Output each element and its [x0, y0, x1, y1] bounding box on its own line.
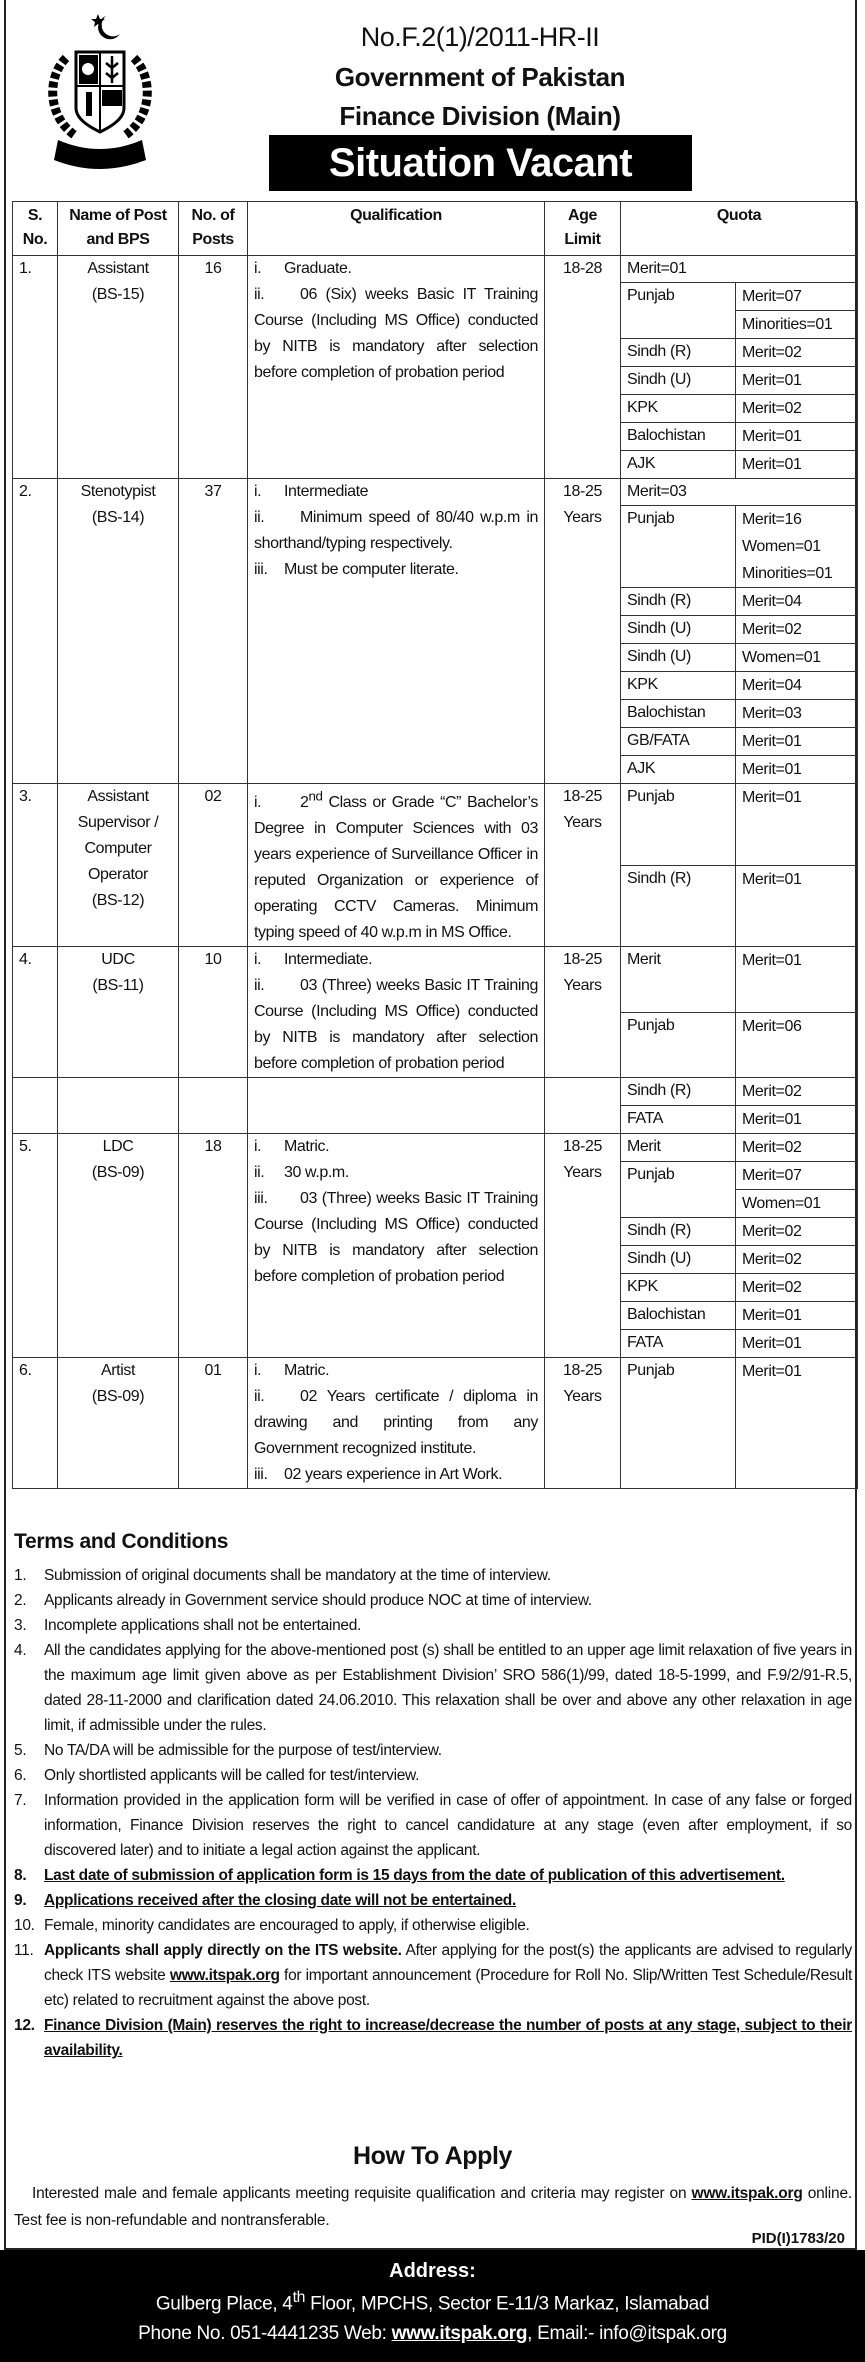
- quota-values: [736, 506, 858, 588]
- term-number: 7.: [14, 1792, 27, 1809]
- quota-merit: Merit=03: [621, 479, 858, 506]
- age-limit-cell: [545, 479, 621, 784]
- number-of-posts: [179, 1078, 248, 1134]
- quota-region: Sindh (R): [621, 588, 736, 616]
- serial-number: 2.: [13, 479, 58, 784]
- term-text: [44, 1888, 516, 1913]
- term-number: 10.: [14, 1917, 35, 1934]
- quota-values: [736, 644, 858, 672]
- qualification-cell: [248, 1358, 545, 1489]
- term-item: [14, 1863, 852, 1888]
- term-segment: No TA/DA will be admissible for the purpose of test/interview.: [44, 1742, 442, 1759]
- post-name: Artist: [100, 1362, 136, 1380]
- term-text: [44, 1588, 592, 1613]
- serial-number: 6.: [13, 1358, 58, 1489]
- qualification-cell: [248, 947, 545, 1078]
- quota-values: [736, 1078, 858, 1106]
- qualification-item: [254, 1186, 538, 1290]
- quota-value: Merit=01: [742, 428, 802, 445]
- quota-values: [736, 1218, 858, 1246]
- age-limit: 18-25: [563, 483, 602, 500]
- quota-region: Punjab: [621, 1012, 736, 1078]
- qualification-item: [254, 1134, 538, 1160]
- post-bps: (BS-09): [91, 1388, 145, 1406]
- post-name: LDC: [102, 1138, 134, 1156]
- qualification-num: ii.: [254, 286, 265, 303]
- footer-address: [0, 2250, 865, 2362]
- quota-value: Merit=16: [742, 511, 802, 528]
- number-of-posts: 37: [179, 479, 248, 784]
- how-to-apply-heading: How To Apply: [352, 2142, 513, 2170]
- post-name-cell: [58, 479, 179, 784]
- term-item: [14, 1613, 852, 1638]
- age-limit: 18-28: [563, 260, 602, 277]
- term-text: [44, 1763, 419, 1788]
- quota-region: Sindh (U): [621, 367, 736, 395]
- quota-value: Minorities=01: [736, 310, 857, 338]
- qualification-text: [254, 789, 538, 942]
- header-qualification: Qualification: [248, 202, 545, 256]
- qualification-cell: [248, 479, 545, 784]
- age-limit-cell: [545, 1358, 621, 1489]
- term-number: 11.: [14, 1942, 34, 1959]
- quota-values: [736, 395, 858, 423]
- term-number: 4.: [14, 1642, 27, 1659]
- terms-list: [14, 1563, 852, 2063]
- post-name: UDC: [101, 951, 135, 969]
- qualification-text: [284, 557, 459, 583]
- qualification-body: Intermediate: [284, 483, 369, 500]
- term-segment: Information provided in the application form will be verified in case of offer of appointment. In case of any false or forged information, Finance Division reserves the right to cancel candidature at any stage (even after employment, if so discovered later) and to initiate a legal action against the applicant.: [44, 1792, 852, 1859]
- number-of-posts: 10: [179, 947, 248, 1078]
- quota-values: [736, 1330, 858, 1358]
- table-row: [13, 479, 858, 506]
- age-unit: Years: [563, 977, 602, 995]
- government-title: Government of Pakistan: [334, 62, 626, 92]
- quota-region: AJK: [621, 451, 736, 479]
- quota-value: Merit=06: [742, 1017, 802, 1035]
- term-item: [14, 1888, 852, 1913]
- quota-region: Balochistan: [621, 1302, 736, 1330]
- qualification-body: Must be computer literate.: [284, 561, 459, 578]
- age-limit-cell: [545, 1134, 621, 1358]
- quota-value: Merit=01: [742, 761, 802, 778]
- post-name-cell: [58, 784, 179, 947]
- table-header-row: [13, 202, 858, 256]
- quota-value: Merit=02: [742, 1279, 802, 1297]
- quota-value: Merit=01: [742, 952, 802, 970]
- quota-region: GB/FATA: [621, 728, 736, 756]
- qualification-body: 03 (Three) weeks Basic IT Training Course (Including MS Office) conducted by NITB is mandatory after selection before completion of probation period: [254, 1190, 538, 1286]
- term-item: [14, 1913, 852, 1938]
- quota-region: Merit: [621, 1134, 736, 1162]
- age-limit-cell: [545, 784, 621, 947]
- qualification-item: [254, 1160, 538, 1186]
- quota-region: Sindh (R): [621, 339, 736, 367]
- qualification-num: iii.: [254, 1190, 268, 1208]
- post-bps: (BS-09): [91, 1164, 145, 1182]
- post-bps: (BS-14): [91, 509, 145, 526]
- qualification-num: ii.: [254, 1388, 265, 1406]
- quota-values: [736, 672, 858, 700]
- serial-number: 4.: [13, 947, 58, 1078]
- qualification-item: [254, 973, 538, 1077]
- age-unit: Years: [563, 814, 602, 831]
- qualification-body: Minimum speed of 80/40 w.p.m in shorthand/typing respectively.: [254, 509, 538, 552]
- term-text: [44, 1563, 551, 1588]
- table-row: [13, 1358, 858, 1489]
- quota-value: Merit=02: [742, 1223, 802, 1241]
- age-limit: 18-25: [563, 951, 602, 969]
- age-limit-cell: [545, 256, 621, 479]
- contact-line: [0, 2319, 865, 2349]
- quota-values: [736, 588, 858, 616]
- web-link[interactable]: www.itspak.org: [391, 2323, 528, 2345]
- quota-region: KPK: [621, 672, 736, 700]
- term-link[interactable]: www.itspak.org: [169, 1967, 280, 1984]
- qualification-num: iii.: [254, 561, 268, 578]
- post-name: Assistant Supervisor / Computer Operator: [77, 788, 159, 883]
- header-post: Name of Post and BPS: [58, 202, 179, 256]
- quota-value: Merit=03: [742, 705, 802, 722]
- qualification-num: i.: [254, 794, 262, 812]
- qualification-item: [254, 557, 538, 583]
- term-segment: Only shortlisted applicants will be called for test/interview.: [44, 1767, 420, 1784]
- number-of-posts: 02: [179, 784, 248, 947]
- quota-value: Merit=02: [742, 1251, 802, 1269]
- number-of-posts: 01: [179, 1358, 248, 1489]
- term-item: [14, 1588, 852, 1613]
- post-name-cell: [58, 1078, 179, 1134]
- term-number: 8.: [14, 1867, 27, 1884]
- qualification-item: [254, 1462, 538, 1488]
- serial-number: 3.: [13, 784, 58, 947]
- qualification-body: Matric.: [284, 1138, 330, 1156]
- quota-values: [736, 1302, 858, 1330]
- qualification-body: Class or Grade “C” Bachelor’s Degree in Computer Sciences with 03 years experience of Surveillance Officer in reputed Organization or experience of operating CCTV Cameras. Minimum typing speed of 40 w.p.m in MS Office.: [254, 794, 538, 942]
- address-post: Floor, MPCHS, Sector E-11/3 Markaz, Islamabad: [305, 2293, 710, 2315]
- qualification-body: 02 years experience in Art Work.: [284, 1466, 503, 1484]
- serial-number: 1.: [13, 256, 58, 479]
- qualification-text: [284, 1358, 329, 1384]
- quota-values: [736, 756, 858, 784]
- quota-value: Women=01: [742, 649, 821, 666]
- qualification-text: [284, 1160, 349, 1186]
- term-number: 6.: [14, 1767, 27, 1784]
- term-text: [44, 1788, 852, 1863]
- address-line: [0, 2283, 865, 2319]
- age-limit-cell: [545, 947, 621, 1078]
- qualification-text: [284, 1134, 329, 1160]
- quota-region: AJK: [621, 756, 736, 784]
- term-item: [14, 1788, 852, 1863]
- header-posts: No. of Posts: [179, 202, 248, 256]
- term-number: 2.: [14, 1592, 27, 1609]
- qualification-pre: 2: [300, 794, 309, 812]
- address-sup: th: [292, 2289, 306, 2306]
- quota-value: Merit=01: [742, 733, 802, 750]
- qualification-item: [254, 1358, 538, 1384]
- table-row: [13, 1134, 858, 1162]
- post-name-cell: [58, 1134, 179, 1358]
- quota-region: KPK: [621, 1274, 736, 1302]
- post-bps: (BS-12): [91, 892, 145, 909]
- term-item: [14, 1938, 852, 2013]
- term-segment: Last date of submission of application form is 15 days from the date of publication of this advertisement.: [44, 1867, 785, 1884]
- term-text: [44, 1863, 785, 1888]
- qualification-text: [284, 479, 368, 505]
- qualification-item: [254, 947, 538, 973]
- qualification-cell: [248, 784, 545, 947]
- age-unit: Years: [563, 1388, 602, 1406]
- qualification-body: 03 (Three) weeks Basic IT Training Course (Including MS Office) conducted by NITB is mandatory after selection before completion of probation period: [254, 977, 538, 1073]
- header-age: Age Limit: [545, 202, 621, 256]
- qualification-cell: [248, 1134, 545, 1358]
- itspak-link[interactable]: www.itspak.org: [691, 2185, 803, 2202]
- quota-region: Punjab: [621, 1358, 736, 1489]
- quota-value: Merit=01: [742, 456, 802, 473]
- term-segment: All the candidates applying for the above-mentioned post (s) shall be entitled to an upper age limit relaxation of five years in the maximum age limit given above as per Establishment Division’ SRO 586(1)/99, dated 18-5-1999, and F.9/2/91-R.5, dated 28-11-2000 and clarification dated 24.06.2010. This relaxation shall be over and above any other relaxation in age limit, if admissible under the rules.: [44, 1642, 852, 1734]
- term-text: [44, 1938, 852, 2013]
- age-unit: Years: [563, 509, 602, 526]
- header-sno: S. No.: [13, 202, 58, 256]
- quota-values: [736, 367, 858, 395]
- term-segment: Submission of original documents shall be mandatory at the time of interview.: [44, 1567, 551, 1584]
- quota-values: [736, 728, 858, 756]
- qualification-body: Matric.: [284, 1362, 330, 1380]
- quota-values: [736, 784, 858, 866]
- quota-values: [736, 1012, 858, 1078]
- qualification-body: Intermediate.: [284, 951, 373, 969]
- age-unit: Years: [563, 1164, 602, 1182]
- pid-number: PID(I)1783/20: [751, 2230, 845, 2247]
- term-number: 9.: [14, 1892, 27, 1909]
- qualification-item: [254, 479, 538, 505]
- situation-vacant-banner: Situation Vacant: [269, 135, 692, 191]
- address-pre: Gulberg Place, 4: [155, 2293, 293, 2315]
- qualification-num: i.: [254, 483, 262, 500]
- quota-values: [736, 700, 858, 728]
- post-name: Stenotypist: [80, 483, 156, 500]
- quota-value: Merit=01: [742, 1363, 802, 1381]
- quota-region: Punjab: [621, 283, 736, 339]
- quota-value: Merit=01: [742, 1335, 802, 1353]
- state-emblem-icon: [36, 8, 164, 172]
- term-segment: Applicants shall apply directly on the ITS website.: [44, 1942, 402, 1959]
- quota-value: Merit=02: [742, 344, 802, 361]
- qualification-text: [284, 256, 352, 282]
- term-item: [14, 1763, 852, 1788]
- quota-region: Punjab: [621, 1162, 736, 1218]
- post-name: Assistant: [87, 260, 149, 277]
- qualification-num: i.: [254, 1138, 262, 1156]
- term-segment: Female, minority candidates are encouraged to apply, if otherwise eligible.: [44, 1917, 530, 1934]
- serial-number: 5.: [13, 1134, 58, 1358]
- term-item: [14, 1738, 852, 1763]
- qualification-cell: [248, 1078, 545, 1134]
- term-segment: After applying for the post(s) the applicants are advised to regularly check ITS website: [44, 1942, 853, 1984]
- term-item: [14, 2013, 852, 2063]
- number-of-posts: 18: [179, 1134, 248, 1358]
- quota-value: Merit=02: [742, 1083, 802, 1101]
- quota-values: [736, 451, 858, 479]
- quota-region: Sindh (U): [621, 616, 736, 644]
- term-segment: Finance Division (Main) reserves the right to increase/decrease the number of posts at any stage, subject to their availability.: [44, 2017, 852, 2059]
- quota-region: Punjab: [621, 506, 736, 588]
- qualification-num: i.: [254, 1362, 262, 1380]
- quota-value: Merit=02: [742, 400, 802, 417]
- quota-merit: Merit=01: [621, 256, 858, 283]
- quota-region: Balochistan: [621, 423, 736, 451]
- quota-values: [736, 1162, 858, 1218]
- age-limit: 18-25: [563, 1362, 602, 1380]
- quota-region: Sindh (R): [621, 865, 736, 947]
- address-label: Address:: [389, 2260, 476, 2282]
- qualification-num: iii.: [254, 1466, 268, 1484]
- qualification-body: 30 w.p.m.: [284, 1164, 349, 1182]
- age-limit-cell: [545, 1078, 621, 1134]
- quota-value: Merit=04: [742, 593, 802, 610]
- term-number: 1.: [14, 1567, 27, 1584]
- term-text: [44, 1613, 361, 1638]
- reference-number: No.F.2(1)/2011-HR-II: [360, 22, 600, 52]
- quota-region: Balochistan: [621, 700, 736, 728]
- apply-text-2: online. Test fee is non-refundable and nontransferable.: [14, 2185, 852, 2229]
- quota-region: Merit: [621, 947, 736, 1013]
- qualification-num: i.: [254, 260, 262, 277]
- post-name-cell: [58, 1358, 179, 1489]
- qualification-text: [284, 1462, 502, 1488]
- quota-value: Merit=02: [742, 1139, 802, 1157]
- quota-values: [736, 865, 858, 947]
- quota-value: Merit=01: [742, 1307, 802, 1325]
- quota-value: Minorities=01: [742, 565, 833, 582]
- post-bps: (BS-15): [91, 286, 145, 303]
- term-number: 12.: [14, 2017, 35, 2034]
- term-segment: Incomplete applications shall not be entertained.: [44, 1617, 362, 1634]
- term-segment: for important announcement (Procedure for Roll No. Slip/Written Test Schedule/Result etc) related to recruitment against the above post.: [44, 1967, 852, 2009]
- term-item: [14, 1638, 852, 1738]
- term-segment: Applicants already in Government service should produce NOC at time of interview.: [44, 1592, 592, 1609]
- qualification-body: Graduate.: [284, 260, 352, 277]
- term-text: [44, 1638, 852, 1738]
- number-of-posts: 16: [179, 256, 248, 479]
- quota-region: FATA: [621, 1330, 736, 1358]
- table-row: [13, 947, 858, 1013]
- quota-values: [736, 1358, 858, 1489]
- quota-values: [736, 1134, 858, 1162]
- qualification-item: [254, 784, 538, 946]
- qualification-item: [254, 1384, 538, 1462]
- quota-region: Sindh (R): [621, 1078, 736, 1106]
- term-segment: Applications received after the closing date will not be entertained.: [44, 1892, 516, 1909]
- quota-region: KPK: [621, 395, 736, 423]
- terms-heading: Terms and Conditions: [14, 1530, 229, 1553]
- post-name-cell: [58, 947, 179, 1078]
- qualification-body: 06 (Six) weeks Basic IT Training Course (Including MS Office) conducted by NITB is mandatory after selection before completion of probation period: [254, 286, 538, 381]
- qualification-num: ii.: [254, 1164, 265, 1182]
- term-text: [44, 2013, 852, 2063]
- quota-value: Merit=01: [742, 789, 802, 806]
- quota-region: Sindh (R): [621, 1218, 736, 1246]
- quota-values: [736, 616, 858, 644]
- term-text: [44, 1738, 442, 1763]
- quota-region: Sindh (U): [621, 1246, 736, 1274]
- quota-values: [736, 947, 858, 1013]
- qualification-item: [254, 256, 538, 282]
- quota-values: [736, 423, 858, 451]
- quota-values: [736, 339, 858, 367]
- how-to-apply-text: [14, 2180, 852, 2234]
- quota-values: [736, 1106, 858, 1134]
- quota-value: Merit=01: [742, 870, 802, 888]
- vacancies-table: [12, 201, 858, 1489]
- quota-value: Women=01: [736, 1189, 857, 1217]
- quota-value: Merit=01: [742, 372, 802, 389]
- qualification-num: i.: [254, 951, 262, 969]
- quota-region: FATA: [621, 1106, 736, 1134]
- qualification-item: [254, 282, 538, 386]
- table-row: [13, 784, 858, 866]
- post-name-cell: [58, 256, 179, 479]
- phone: Phone No. 051-4441235 Web:: [138, 2323, 392, 2345]
- qualification-sup: nd: [308, 789, 323, 804]
- term-text: [44, 1913, 530, 1938]
- qualification-text: [284, 947, 372, 973]
- qualification-cell: [248, 256, 545, 479]
- table-row: [13, 256, 858, 283]
- quota-value: Women=01: [742, 538, 821, 555]
- apply-text-1: Interested male and female applicants meeting requisite qualification and criteria may register on: [32, 2185, 692, 2202]
- qualification-num: ii.: [254, 977, 265, 995]
- quota-values: [736, 1274, 858, 1302]
- quota-value: Merit=02: [742, 621, 802, 638]
- qualification-num: ii.: [254, 509, 265, 526]
- age-limit: 18-25: [563, 788, 602, 805]
- post-bps: (BS-11): [92, 977, 144, 995]
- age-limit: 18-25: [563, 1138, 602, 1156]
- quota-value: Merit=07: [742, 288, 802, 305]
- term-number: 5.: [14, 1742, 27, 1759]
- quota-region: Punjab: [621, 784, 736, 866]
- term-number: 3.: [14, 1617, 27, 1634]
- quota-values: [736, 1246, 858, 1274]
- quota-value: Merit=07: [742, 1167, 802, 1185]
- quota-value: Merit=01: [742, 1111, 802, 1129]
- division-title: Finance Division (Main): [339, 101, 621, 131]
- qualification-item: [254, 505, 538, 557]
- qualification-body: 02 Years certificate / diploma in drawing and printing from any Government recognized institute.: [254, 1388, 538, 1458]
- email[interactable]: , Email:- info@itspak.org: [527, 2323, 727, 2345]
- table-row: [13, 1078, 858, 1106]
- term-item: [14, 1563, 852, 1588]
- quota-values: [736, 283, 858, 339]
- header-quota: Quota: [621, 202, 858, 256]
- serial-number: [13, 1078, 58, 1134]
- quota-value: Merit=04: [742, 677, 802, 694]
- quota-region: Sindh (U): [621, 644, 736, 672]
